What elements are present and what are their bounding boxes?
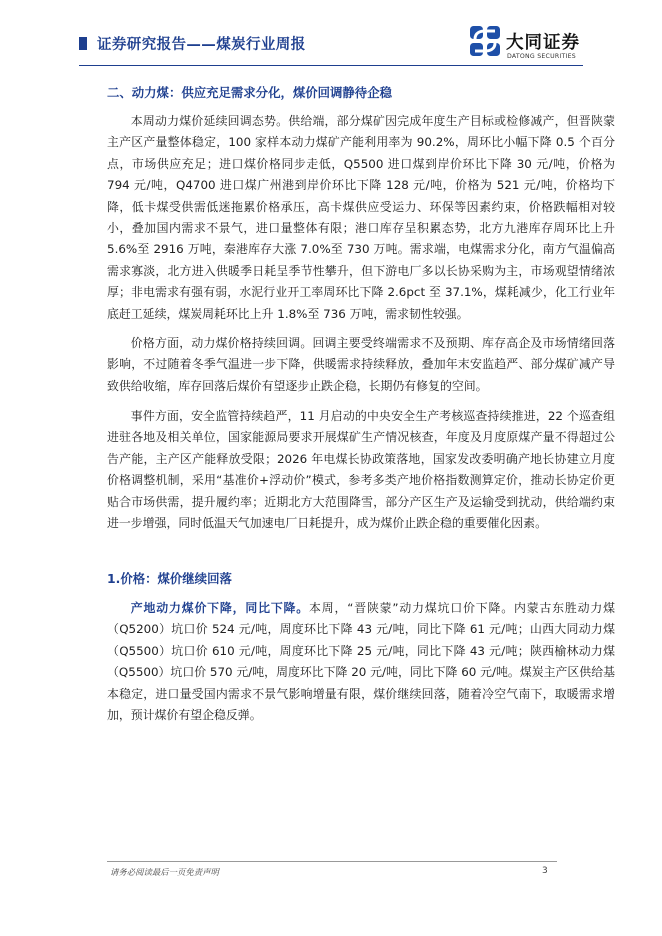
report-type-title: 证券研究报告——煤炭行业周报 <box>97 37 306 53</box>
disclaimer-note: 请务必阅读最后一页免责声明 <box>110 867 219 877</box>
section-heading: 二、动力煤：供应充足需求分化，煤价回调静待企稳 <box>107 85 392 100</box>
page-number: 3 <box>542 866 548 876</box>
paragraph-market-overview: 本周动力煤价延续回调态势。供给端，部分煤矿因完成年度生产目标或检修减产，但晋陕蒙主产区产量整体稳定，100 家样本动力煤矿产能利用率为 90.2%，周环比小幅下降 0.5 个百分点，市场供应充足；进口煤价格同步走低，Q5500 进口煤到岸价环比下降 30 元/吨，价格为 794 元/吨，Q4700 进口煤广州港到岸价环比下降 128 元/吨，价格为 521 元/吨，价格均下降，低卡煤受供需低迷拖累价格承压，高卡煤供应受运力、环保等因素约束，价格跌幅相对较小，叠加国内需求不景气，进口量整体有限；港口库存呈积累态势，北方九港库存周环比上升 5.6%至 2916 万吨，秦港库存大涨 7.0%至 730 万吨。需求端，电煤需求分化，南方气温偏高需求寡淡，北方进入供暖季日耗呈季节性攀升，但下游电厂多以长协采购为主，市场观望情绪浓厚；非电需求有强有弱，水泥行业开工率周环比下降 2.6pct 至 37.1%，煤耗减少，化工行业年底赶工延续，煤炭周耗环比上升 1.8%至 736 万吨，需求韧性较强。 <box>107 114 615 321</box>
logo-name-en: DATONG SECURITIES <box>507 53 576 60</box>
datong-securities-logo <box>466 22 584 62</box>
paragraph-pithead-prices <box>107 598 615 726</box>
paragraph-body: 本周，“晋陕蒙”动力煤坑口价下降。内蒙古东胜动力煤（Q5200）坑口价 524 元/吨，周度环比下降 43 元/吨，同比下降 61 元/吨；山西大同动力煤（Q5500）坑口价 610 元/吨，周度环比下降 25 元/吨，同比下降 43 元/吨；陕西榆林动力煤（Q5500）坑口价 570 元/吨，周度环比下降 20 元/吨，同比下降 60 元/吨。煤炭主产区供给基本稳定，进口量受国内需求不景气影响增量有限，煤价继续回落，随着冷空气南下，取暖需求增加，预计煤价有望企稳反弹。 <box>107 601 615 723</box>
paragraph-events: 事件方面，安全监管持续趋严，11 月启动的中央安全生产考核巡查持续推进，22 个巡查组进驻各地及相关单位，国家能源局要求开展煤矿生产情况核查，年度及月度原煤产量不得超过公告产能，主产区产能释放受限；2026 年电煤长协政策落地，国家发改委明确产地长协建立月度价格调整机制，采用“基准价+浮动价”模式，参考多类产地价格指数测算定价，推动长协定价更贴合市场供需，提升履约率；近期北方大范围降雪，部分产区生产及运输受到扰动，供给端约束进一步增强，同时低温天气加速电厂日耗提升，成为煤价止跌企稳的重要催化因素。 <box>107 409 615 531</box>
page-header <box>0 0 662 80</box>
header-marker-square <box>79 37 87 50</box>
paragraph-price-outlook: 价格方面，动力煤价格持续回调。回调主要受终端需求不及预期、库存高企及市场情绪回落影响，不过随着冬季气温进一步下降，供暖需求持续释放，叠加年末安监趋严、部分煤矿减产导致供给收缩，库存回落后煤价有望逐步止跌企稳，长期仍有修复的空间。 <box>107 336 615 393</box>
paragraph-lead-sentence: 产地动力煤价下降，同比下降。 <box>130 601 310 615</box>
footer-divider <box>107 861 557 862</box>
logo-mark-icon <box>466 22 504 60</box>
header-divider <box>79 65 583 66</box>
subsection-heading: 1.价格：煤价继续回落 <box>107 571 232 586</box>
logo-name-cn: 大同证券 <box>506 33 580 53</box>
